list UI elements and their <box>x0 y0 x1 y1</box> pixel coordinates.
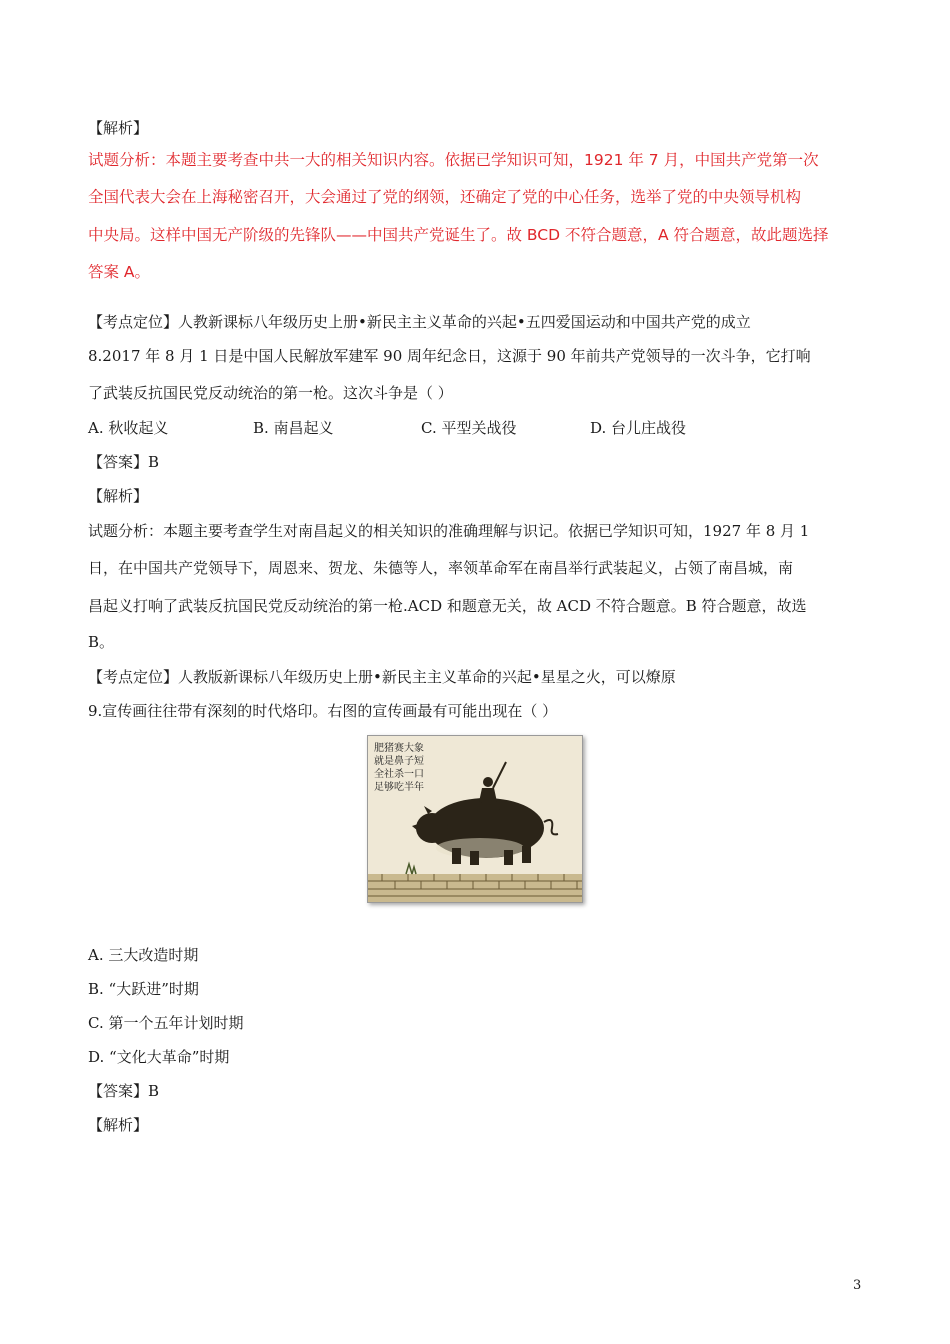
propaganda-poster-image <box>367 735 583 903</box>
prev-analysis-line-4: 答案 A。 <box>88 263 151 281</box>
q8-option-d: D. 台儿庄战役 <box>590 419 687 437</box>
prev-analysis-line-3: 中央局。这样中国无产阶级的先锋队——中国共产党诞生了。故 BCD 不符合题意，A 符合题意，故此题选择 <box>88 226 829 244</box>
q8-option-c: C. 平型关战役 <box>421 419 517 437</box>
poster-caption <box>374 742 424 794</box>
q9-option-b: B. “大跃进”时期 <box>88 980 199 998</box>
q9-option-d: D. “文化大革命”时期 <box>88 1048 230 1066</box>
q9-option-a: A. 三大改造时期 <box>88 946 199 964</box>
q8-analysis-heading: 【解析】 <box>88 487 149 505</box>
poster-caption-line-4: 足够吃半年 <box>374 782 424 793</box>
page-number: 3 <box>853 1278 862 1293</box>
q8-analysis-line-3: 昌起义打响了武装反抗国民党反动统治的第一枪.ACD 和题意无关，故 ACD 不符合题意。B 符合题意，故选 <box>88 597 807 615</box>
prev-analysis-line-1: 试题分析：本题主要考查中共一大的相关知识内容。依据已学知识可知，1921 年 7 月，中国共产党第一次 <box>88 151 819 169</box>
prev-analysis-heading: 【解析】 <box>88 119 149 137</box>
prev-analysis-line-2: 全国代表大会在上海秘密召开，大会通过了党的纲领，还确定了党的中心任务，选举了党的中央领导机构 <box>88 188 802 206</box>
q9-option-c: C. 第一个五年计划时期 <box>88 1014 244 1032</box>
q8-stem-line-1: 8.2017 年 8 月 1 日是中国人民解放军建军 90 周年纪念日，这源于 90 年前共产党领导的一次斗争，它打响 <box>88 347 811 365</box>
q9-answer: 【答案】B <box>88 1082 160 1100</box>
poster-caption-line-1: 肥猪赛大象 <box>374 743 424 754</box>
prev-kaodian: 【考点定位】人教新课标八年级历史上册•新民主主义革命的兴起•五四爱国运动和中国共产党的成立 <box>88 313 751 331</box>
poster-caption-line-3: 全社杀一口 <box>374 769 424 780</box>
q8-option-b: B. 南昌起义 <box>253 419 334 437</box>
q8-analysis-line-2: 日，在中国共产党领导下，周恩来、贺龙、朱德等人，率领革命军在南昌举行武装起义，占领了南昌城，南 <box>88 559 794 577</box>
q8-kaodian: 【考点定位】人教版新课标八年级历史上册•新民主主义革命的兴起•星星之火，可以燎原 <box>88 668 676 686</box>
q8-option-a: A. 秋收起义 <box>88 419 169 437</box>
q8-answer: 【答案】B <box>88 453 160 471</box>
q8-analysis-line-4: B。 <box>88 633 115 651</box>
q9-analysis-heading: 【解析】 <box>88 1116 149 1134</box>
poster-caption-line-2: 就是鼻子短 <box>374 756 424 767</box>
q8-stem-line-2: 了武装反抗国民党反动统治的第一枪。这次斗争是（ ） <box>88 384 453 402</box>
q8-analysis-line-1: 试题分析：本题主要考查学生对南昌起义的相关知识的准确理解与识记。依据已学知识可知，1927 年 8 月 1 <box>88 522 810 540</box>
q9-stem: 9.宣传画往往带有深刻的时代烙印。右图的宣传画最有可能出现在（ ） <box>88 702 558 720</box>
